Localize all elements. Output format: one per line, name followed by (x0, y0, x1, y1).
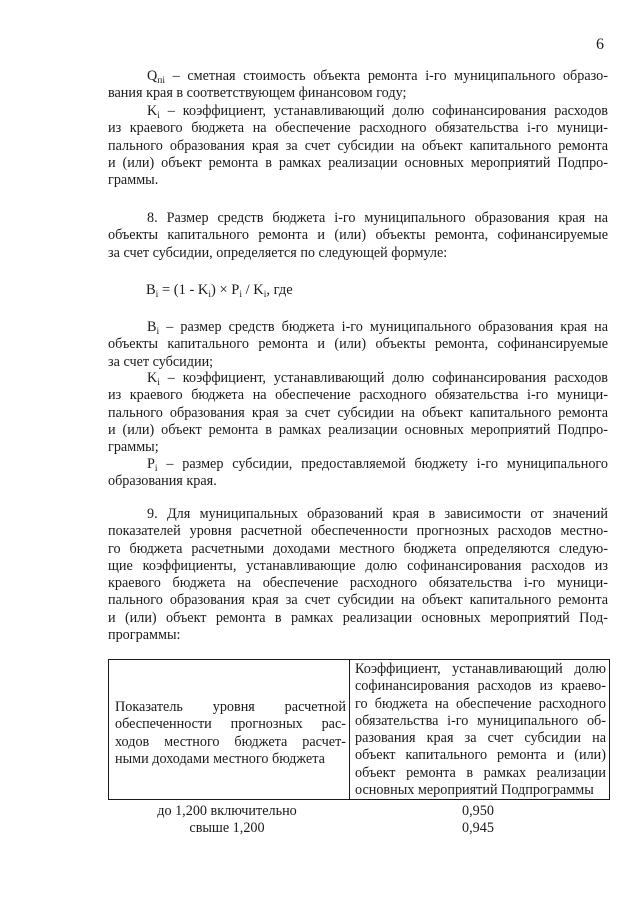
header-line: Коэффициент, устанавливающий долю (355, 661, 606, 677)
text-line: 9. Для муниципальных образований края в зависимости от значений (147, 506, 608, 522)
paragraph-bi-definition (108, 319, 608, 371)
text-line: $B_i$ – размер средств бюджета i-го муниципального образования края на (147, 319, 608, 337)
paragraph-ki-definition-2 (108, 370, 608, 456)
header-line: обеспеченности прогнозных рас- (115, 716, 346, 733)
text-line: вания края в соответствующем финансовом году; (108, 85, 407, 102)
text-line: $P_i$ – размер субсидии, предоставляемой бюджету i-го муниципального (147, 456, 608, 474)
text-line: образования края. (108, 473, 217, 490)
text-line: объекты капитального ремонта и (или) объекты ремонта, софинансируемые (108, 227, 608, 244)
paragraph-item-9 (108, 506, 608, 644)
text-line: пального образования края за счет субсидии на объект капитального ремонта (108, 592, 608, 609)
text-line: программы: (108, 627, 181, 644)
header-line: го бюджета на обеспечение расходного (355, 695, 606, 712)
table-header-indicator (109, 660, 350, 800)
header-line: Показатель уровня расчетной (115, 699, 346, 715)
text-line: из краевого бюджета на обеспечение расходного обязательства i-го муници- (108, 387, 608, 404)
header-line: объект капитального ремонта и (или) (355, 747, 606, 764)
coefficient-table (108, 659, 610, 800)
text-line: показателей уровня расчетной обеспеченности прогнозных расходов местно- (108, 523, 608, 540)
table-cell-level: до 1,200 включительно (157, 803, 297, 819)
table-row (108, 803, 610, 820)
table-header-coefficient (350, 660, 610, 800)
text-line: 8. Размер средств бюджета i-го муниципального образования края на (147, 210, 608, 226)
text-line: из краевого бюджета на обеспечение расходного обязательства i-го муници- (108, 120, 608, 137)
text-line: граммы. (108, 172, 159, 189)
text-line: и (или) объект ремонта в рамках реализации основных мероприятий Подпро- (108, 421, 608, 438)
text-line: и (или) объект ремонта в рамках реализации основных мероприятий Подпро- (108, 154, 608, 171)
header-line: софинансирования расходов из краево- (355, 678, 606, 695)
paragraph-ki-definition (108, 103, 608, 189)
text-line: пального образования края за счет субсидии на объект капитального ремонта (108, 137, 608, 154)
header-line: обязательства i-го муниципального об- (355, 712, 606, 729)
text-line: пального образования края за счет субсидии на объект капитального ремонта (108, 404, 608, 421)
text-line: щие коэффициенты, устанавливающие долю софинансирования расходов из (108, 557, 608, 574)
table-header-row (109, 660, 610, 800)
paragraph-pi-definition (108, 456, 608, 491)
paragraph-item-8 (108, 210, 608, 262)
paragraph-qpi-definition (108, 68, 608, 103)
table-cell-level: свыше 1,200 (189, 820, 265, 837)
header-line: разования края за счет субсидии на (355, 730, 606, 747)
text-line: за счет субсидии; (108, 353, 214, 370)
text-line: краевого бюджета на обеспечение расходного обязательства i-го муници- (108, 575, 608, 592)
text-line: за счет субсидии, определяется по следующей формуле: (108, 244, 448, 261)
text-line: го бюджета расчетными доходами местного бюджета определяются следую- (108, 540, 608, 557)
text-line: граммы; (108, 439, 159, 456)
page-number: 6 (596, 36, 604, 53)
text-line: объекты капитального ремонта и (или) объекты ремонта, софинансируемые (108, 336, 608, 353)
text-line: $K_i$ – коэффициент, устанавливающий долю софинансирования расходов (147, 370, 608, 388)
table-cell-coefficient: 0,950 (462, 803, 494, 819)
header-line: ными доходами местного бюджета (115, 750, 325, 767)
table-row (108, 820, 610, 837)
header-line: объект ремонта в рамках реализации (355, 764, 606, 781)
table-cell-coefficient: 0,945 (462, 820, 494, 837)
formula: $B_i = (1 - K_i) \times P_i / K_i$, где (146, 282, 293, 300)
text-line: $Q_{пi}$ – сметная стоимость объекта ремонта i-го муниципального образо- (147, 68, 608, 86)
text-line: $K_i$ – коэффициент, устанавливающий долю софинансирования расходов (147, 103, 608, 121)
header-line: ходов местного бюджета расчет- (115, 733, 346, 750)
table-rows (108, 803, 610, 838)
header-line: основных мероприятий Подпрограммы (355, 782, 594, 799)
text-line: и (или) объект ремонта в рамках реализации основных мероприятий Под- (108, 609, 608, 626)
